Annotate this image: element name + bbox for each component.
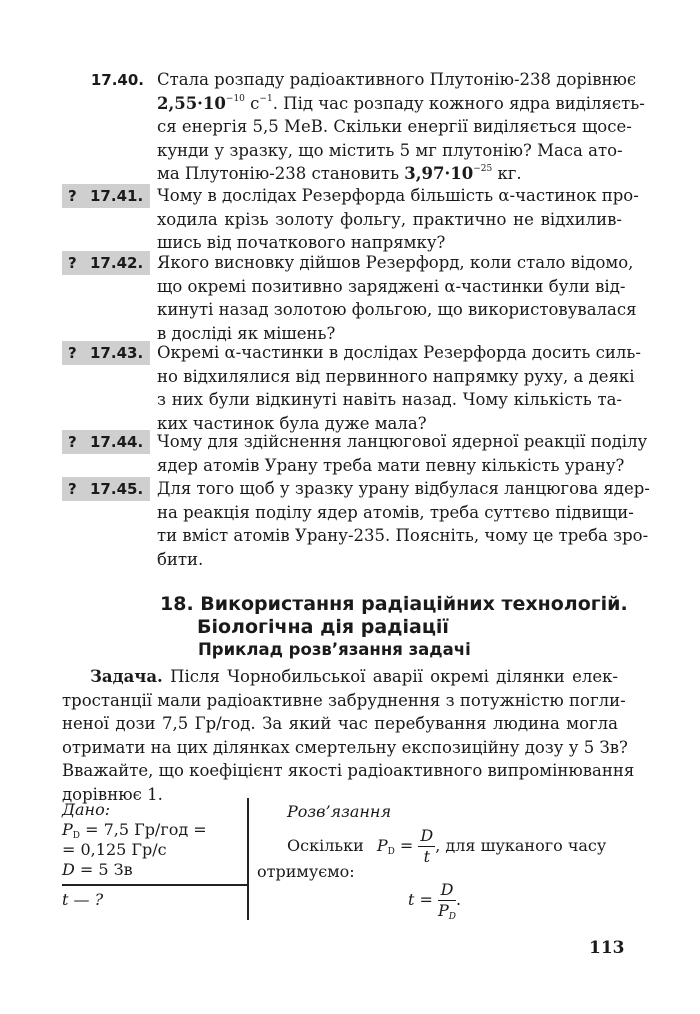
text-line: Чому в дослідах Резерфорда більшість α-частинок про- <box>157 186 639 205</box>
question-mark-icon: ? <box>68 344 77 362</box>
task-label: Задача. <box>90 667 163 686</box>
task-text <box>62 665 635 806</box>
problem-text <box>157 341 641 435</box>
text-line: ма Плутонію-238 становить $3,97\cdot 10^{-25}$ кг. <box>157 164 522 183</box>
problem-number: ? 17.43. <box>62 341 150 365</box>
text-line: отримати на цих ділянках смертельну експозиційну дозу у 5 Зв? <box>62 737 628 757</box>
problem-number: ? 17.45. <box>62 477 150 501</box>
question-mark-icon: ? <box>68 433 77 451</box>
text-line: $2,55\cdot 10^{-10}$ $с^{-1}$. Під час розпаду кожного ядра виділяєть- <box>157 93 645 113</box>
problem-text <box>157 184 639 255</box>
page-number: 113 <box>589 938 625 958</box>
problem-number: 17.40. <box>90 71 144 89</box>
problem-text <box>157 251 637 345</box>
text-line: ся енергія 5,5 МеВ. Скільки енергії виділяється щосе- <box>157 117 632 136</box>
text-line: Чому для здійснення ланцюгової ядерної реакції поділу <box>157 432 648 451</box>
given-row: $P_D = 7,5$ Гр/год = <box>62 820 207 841</box>
text-line: ти вміст атомів Урану-235. Поясніть, чому це треба зро- <box>157 526 649 545</box>
solution-line2: отримуємо: <box>257 862 355 881</box>
text-line: Стала розпаду радіоактивного Плутонію-238 дорівнює <box>157 70 637 89</box>
problem-number: ? 17.41. <box>62 184 150 208</box>
problem-text <box>157 430 648 477</box>
fraction: $\frac{D}{t}$ <box>420 826 434 866</box>
text-line: Якого висновку дійшов Резерфорд, коли стало відомо, <box>157 253 634 272</box>
given-row: D = 5 Зв <box>62 860 133 879</box>
text-line: на реакція поділу ядер атомів, треба суттєво підвищи- <box>157 502 634 522</box>
text-line: в досліді як мішень? <box>157 323 336 343</box>
text-line: Задача. Після Чорнобильської аварії окремі ділянки елек- <box>90 667 618 686</box>
divider-horizontal <box>62 884 248 886</box>
text-line: ходила крізь золоту фольгу, практично не відхилив- <box>157 209 622 229</box>
text-line: Окремі α-частинки в дослідах Резерфорда досить силь- <box>157 343 641 362</box>
given-row: = 0,125 Гр/с <box>62 840 167 859</box>
problem-number: ? 17.44. <box>62 430 150 454</box>
section-number: 18. <box>160 593 194 615</box>
solution-line1: Оскільки $P_D$ = $\frac{D}{t}$ , для шуканого часу <box>287 826 607 866</box>
section-title-line1: Використання радіаційних технологій. <box>200 593 628 615</box>
text-line: бити. <box>157 549 204 569</box>
problem-number: ? 17.42. <box>62 251 150 275</box>
solution-title: Розв’язання <box>287 802 392 821</box>
text-line: ядер атомів Урану треба мати певну кількість урану? <box>157 455 625 475</box>
question-mark-icon: ? <box>68 480 77 498</box>
text-line: тростанції мали радіоактивне забруднення з потужністю погли- <box>62 690 626 710</box>
problem-text <box>157 477 650 571</box>
text-line: ких частинок була дуже мала? <box>157 413 427 433</box>
text-line: но відхилялися від первинного напрямку руху, а деякі <box>157 366 635 386</box>
subheading: Приклад розв’язання задачі <box>198 640 471 659</box>
text-line: що окремі позитивно заряджені α-частинки були від- <box>157 276 626 296</box>
text-line: кунди у зразку, що містить 5 мг плутонію? Маса ато- <box>157 140 623 160</box>
text-line: дорівнює 1. <box>62 784 163 804</box>
text-line: Для того щоб у зразку урану відбулася ланцюгова ядер- <box>157 479 650 498</box>
question-mark-icon: ? <box>68 254 77 272</box>
text-line: неної дози 7,5 Гр/год. За який час перебування людина могла <box>62 714 618 733</box>
text-line: з них були відкинуті навіть назад. Чому кількість та- <box>157 390 622 409</box>
question-mark-icon: ? <box>68 187 77 205</box>
problem-text <box>157 68 645 186</box>
text-line: Вважайте, що коефіцієнт якості радіоактивного випромінювання <box>62 761 635 780</box>
given-title: Дано: <box>62 800 111 819</box>
section-heading <box>160 593 628 639</box>
given-block <box>62 800 248 880</box>
solution-formula: t = $\frac{D}{P_D}$ . <box>408 880 462 922</box>
text-line: кинуті назад золотою фольгою, що використовувалася <box>157 300 637 319</box>
divider-vertical <box>247 798 249 920</box>
fraction: $\frac{D}{P_D}$ <box>438 880 456 922</box>
text-line: шись від початкового напрямку? <box>157 233 446 252</box>
find-row: t — ? <box>62 890 104 909</box>
section-title-line2: Біологічна дія радіації <box>197 616 449 638</box>
